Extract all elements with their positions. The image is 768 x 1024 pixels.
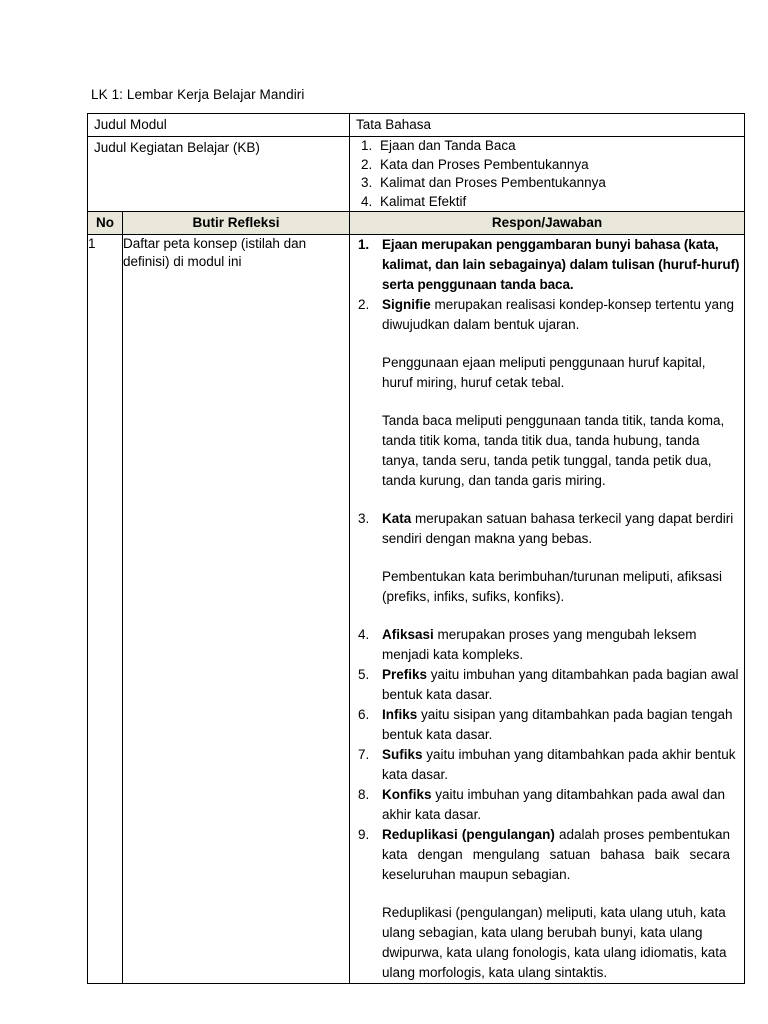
meta-row-judul-kegiatan-belajar (88, 137, 745, 212)
page-title: LK 1: Lembar Kerja Belajar Mandiri (91, 87, 305, 102)
meta-label-cell-judul-modul (88, 114, 350, 137)
table-row (88, 235, 745, 984)
respon-item-3 (350, 509, 744, 549)
respon-item-7-term: Sufiks (382, 747, 423, 762)
respon-item-5-text: yaitu imbuhan yang ditambahkan pada bagian awal bentuk kata dasar. (382, 667, 739, 702)
respon-item-5 (350, 665, 744, 705)
respon-item-2-number: 2. (358, 297, 370, 312)
respon-content (350, 235, 744, 983)
column-header-respon-jawaban: Respon/Jawaban (350, 212, 745, 235)
respon-item-7-number: 7. (358, 747, 370, 762)
respon-item-2-term: Signifie (382, 297, 431, 312)
respon-item-6-term: Infiks (382, 707, 418, 722)
respon-item-4-text: merupakan proses yang mengubah leksem menjadi kata kompleks. (382, 627, 697, 662)
kb-list (350, 137, 744, 211)
respon-item-3-term: Kata (382, 511, 412, 526)
cell-row-number: 1 (88, 235, 123, 984)
respon-paragraph-1: Penggunaan ejaan meliputi penggunaan huruf kapital, huruf miring, huruf cetak tebal. (382, 355, 706, 390)
respon-item-1-number: 1. (358, 237, 370, 252)
list-item: 1. Ejaan dan Tanda Baca (376, 137, 744, 156)
respon-item-9-term: Reduplikasi (pengulangan) (382, 827, 555, 842)
meta-label-judul-modul: Judul Modul (94, 117, 167, 132)
respon-item-9 (350, 825, 744, 885)
respon-item-4-number: 4. (358, 627, 370, 642)
meta-label-judul-kegiatan: Judul Kegiatan Belajar (KB) (94, 140, 260, 155)
column-header-butir-refleksi: Butir Refleksi (123, 212, 350, 235)
spacer (350, 885, 744, 903)
cell-butir-refleksi: Daftar peta konsep (istilah dan definisi) di modul ini (123, 235, 350, 984)
respon-item-4-term: Afiksasi (382, 627, 434, 642)
respon-paragraph-4: Reduplikasi (pengulangan) meliputi, kata ulang utuh, kata ulang sebagian, kata ulang berubah bunyi, kata ulang dwipurwa, kata ulang fonologis, kata ulang idiomatis, kata ulang morfologis, kata ulang sintaktis. (382, 905, 727, 980)
list-item: 4. Kalimat Efektif (376, 193, 744, 212)
respon-item-3-number: 3. (358, 511, 370, 526)
respon-item-5-term: Prefiks (382, 667, 428, 682)
respon-item-8 (350, 785, 744, 825)
respon-item-7 (350, 745, 744, 785)
meta-value-cell-judul-kegiatan (350, 137, 745, 212)
spacer (350, 491, 744, 509)
respon-item-8-term: Konfiks (382, 787, 432, 802)
respon-item-6-number: 6. (358, 707, 370, 722)
list-item: 2. Kata dan Proses Pembentukannya (376, 156, 744, 175)
respon-item-2-text: merupakan realisasi kondep-konsep tertentu yang diwujudkan dalam bentuk ujaran. (382, 297, 734, 332)
spacer (350, 549, 744, 567)
respon-item-3-text: merupakan satuan bahasa terkecil yang dapat berdiri sendiri dengan makna yang bebas. (382, 511, 734, 546)
respon-item-2 (350, 295, 744, 335)
meta-label-cell-judul-kegiatan (88, 137, 350, 212)
list-item: 3. Kalimat dan Proses Pembentukannya (376, 174, 744, 193)
spacer (350, 335, 744, 353)
respon-item-1 (350, 235, 744, 295)
respon-item-8-number: 8. (358, 787, 370, 802)
respon-item-4 (350, 625, 744, 665)
respon-item-9-text: adalah proses pembentukan kata dengan mengulang satuan bahasa baik secara keseluruhan maupun sebagian. (382, 827, 731, 882)
reflection-worksheet-table (87, 113, 745, 984)
respon-item-1-text: Ejaan merupakan penggambaran bunyi bahasa (kata, kalimat, dan lain sebagainya) dalam tulisan (huruf-huruf) serta penggunaan tanda baca. (382, 237, 740, 292)
respon-item-8-text: yaitu imbuhan yang ditambahkan pada awal dan akhir kata dasar. (382, 787, 725, 822)
respon-item-5-number: 5. (358, 667, 370, 682)
spacer (350, 607, 744, 625)
respon-item-6 (350, 705, 744, 745)
respon-item-6-text: yaitu sisipan yang ditambahkan pada bagian tengah bentuk kata dasar. (382, 707, 733, 742)
respon-item-9-number: 9. (358, 827, 370, 842)
column-header-no: No (88, 212, 123, 235)
respon-item-7-text: yaitu imbuhan yang ditambahkan pada akhir bentuk kata dasar. (382, 747, 736, 782)
meta-value-judul-modul: Tata Bahasa (356, 117, 432, 132)
meta-row-judul-modul (88, 114, 745, 137)
table-header-row (88, 212, 745, 235)
meta-value-cell-judul-modul (350, 114, 745, 137)
cell-respon-jawaban (350, 235, 745, 984)
spacer (350, 393, 744, 411)
respon-paragraph-3: Pembentukan kata berimbuhan/turunan meliputi, afiksasi (prefiks, infiks, sufiks, konfiks). (382, 569, 722, 604)
respon-paragraph-2: Tanda baca meliputi penggunaan tanda titik, tanda koma, tanda titik koma, tanda titik dua, tanda hubung, tanda tanya, tanda seru, tanda petik tunggal, tanda petik dua, tanda kurung, dan tanda garis miring. (382, 413, 725, 488)
